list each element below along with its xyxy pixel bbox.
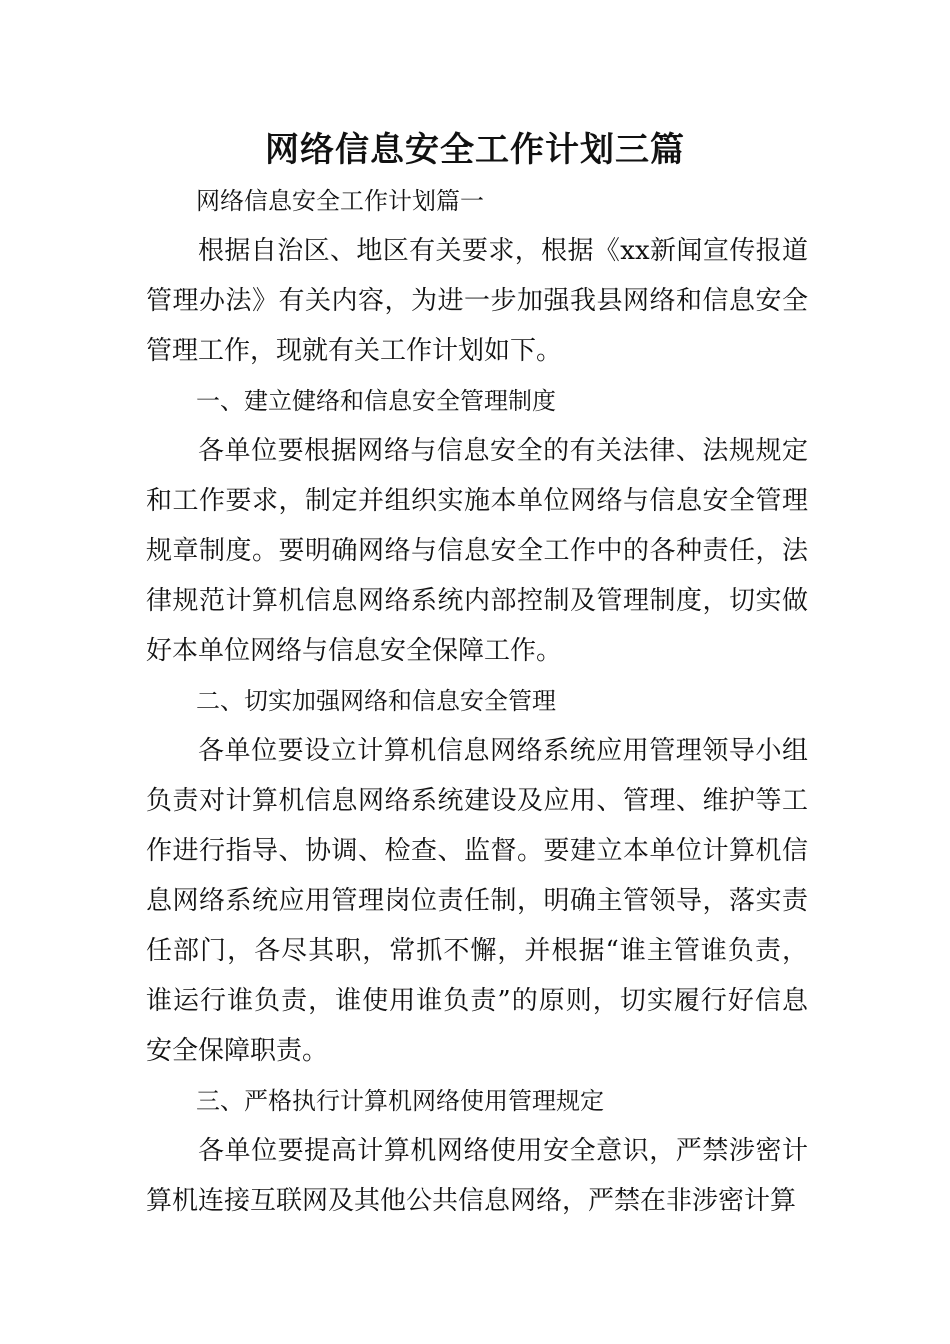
document-subtitle: 网络信息安全工作计划篇一 — [196, 187, 484, 215]
section-heading-2: 二、切实加强网络和信息安全管理 — [196, 687, 556, 715]
section-body-1: 各单位要根据网络与信息安全的有关法律、法规规定和工作要求，制定并组织实施本单位网络与信息安全管理规章制度。要明确网络与信息安全工作中的各种责任，法律规范计算机信息网络系统内部控制及管理制度，切实做好本单位网络与信息安全保障工作。 — [146, 436, 808, 666]
document-title: 网络信息安全工作计划三篇 — [265, 130, 685, 170]
section-heading-1: 一、建立健络和信息安全管理制度 — [196, 387, 556, 415]
intro-paragraph: 根据自治区、地区有关要求，根据《xx新闻宣传报道管理办法》有关内容，为进一步加强我县网络和信息安全管理工作，现就有关工作计划如下。 — [146, 236, 808, 366]
section-body-3: 各单位要提高计算机网络使用安全意识，严禁涉密计算机连接互联网及其他公共信息网络，严禁在非涉密计算 — [146, 1136, 808, 1216]
section-body-2: 各单位要设立计算机信息网络系统应用管理领导小组负责对计算机信息网络系统建设及应用、管理、维护等工作进行指导、协调、检查、监督。要建立本单位计算机信息网络系统应用管理岗位责任制，明确主管领导，落实责任部门，各尽其职，常抓不懈，并根据“谁主管谁负责，谁运行谁负责，谁使用谁负责”的原则，切实履行好信息安全保障职责。 — [146, 736, 808, 1066]
document-body — [146, 176, 808, 1226]
section-heading-3: 三、严格执行计算机网络使用管理规定 — [196, 1087, 604, 1115]
